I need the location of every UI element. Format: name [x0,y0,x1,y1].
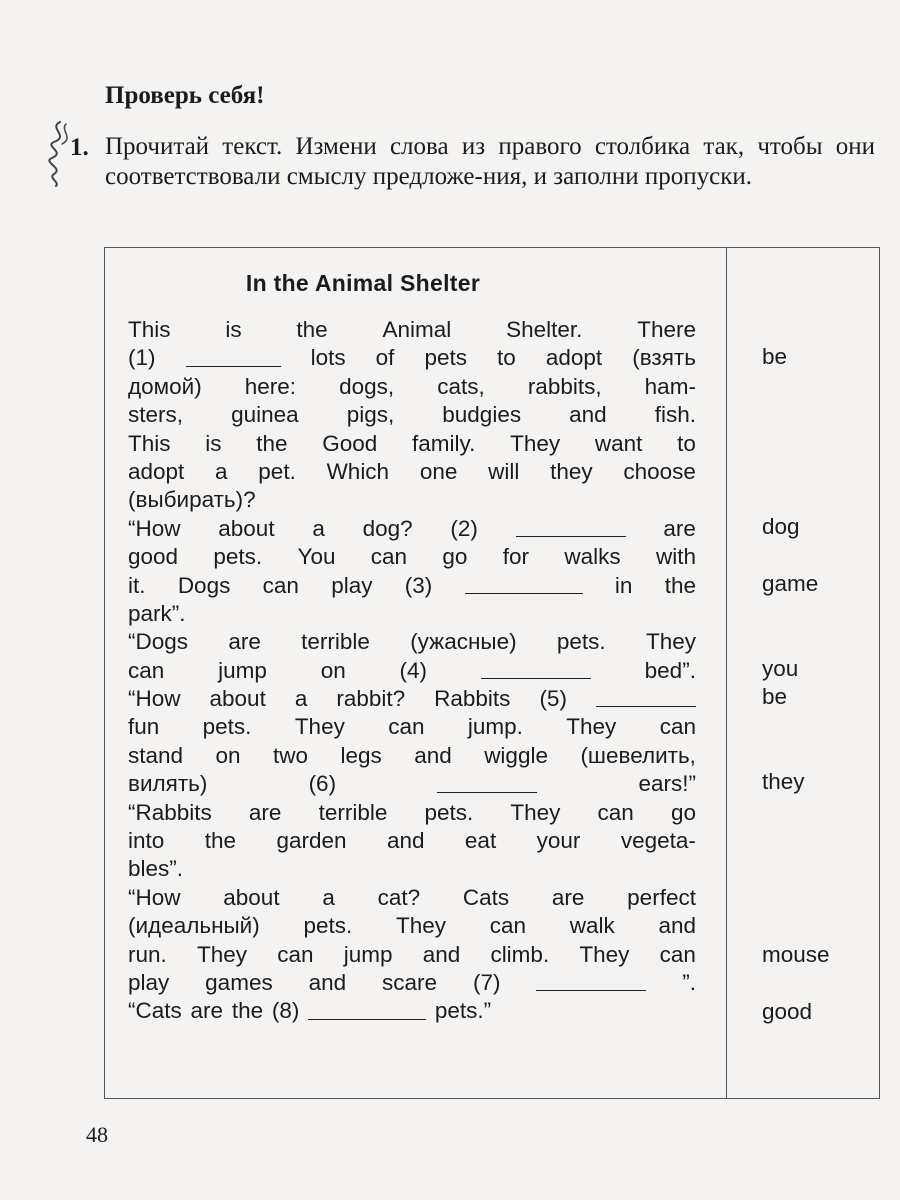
story-word: jump. [467,714,523,740]
answer-blank-2[interactable] [516,515,626,537]
story-line [128,486,696,514]
story-word: “Rabbits [128,799,212,825]
story-word: play [128,969,170,995]
story-word: adopt [128,458,185,484]
story-word: They [579,941,630,967]
story-line [128,401,696,429]
base-word-8: good [762,999,813,1024]
story-word: and [386,828,425,854]
story-word: for [502,544,530,570]
story-word: can [659,714,696,740]
base-word-3: game [762,571,819,596]
story-word: Which [326,458,390,484]
story-word: bles”. [128,856,184,882]
story-line [128,884,696,912]
story-word: good [128,544,179,570]
story-word: They [566,714,617,740]
story-word: They [395,913,446,939]
story-word: want [594,430,643,456]
story-word: pets. [424,799,474,825]
story-word: can [388,714,425,740]
story-word: walk [569,913,615,939]
story-word: cats, [437,373,485,399]
story-word: into [128,828,165,854]
story-word: climb. [490,941,550,967]
story-word: (8) [271,998,300,1024]
story-word: (6) [308,771,337,797]
story-word: it. [128,572,146,598]
answer-blank-6[interactable] [437,770,537,792]
story-word: about [223,884,280,910]
story-word: to [497,345,516,371]
story-word: is [225,317,242,342]
story-word: jump [343,941,393,967]
story-word: a [312,515,325,541]
base-word-4: you [762,656,799,681]
story-word: (3) [404,572,433,598]
story-word: ”. [682,969,696,995]
story-word: go [670,799,696,825]
story-word: is [205,430,222,456]
story-word: are [228,629,261,655]
story-word: play [331,572,373,598]
story-line [128,515,696,543]
story-word: pets. [556,629,606,655]
story-word: choose [623,458,696,484]
story-word: park”. [128,600,186,626]
story-word: and [414,742,452,768]
story-word: sters, [128,402,184,428]
story-word: terrible [318,799,388,825]
story-word: and [569,402,607,428]
story-word: Cats [462,884,510,910]
story-word: rabbit? [336,686,406,712]
story-word: will [488,458,520,484]
base-word-2: dog [762,514,800,539]
story-word: pets.” [434,998,492,1024]
story-line [128,855,696,883]
story-word: (шевелить, [580,742,696,768]
page-number: 48 [86,1122,108,1147]
story-word: dogs, [339,373,395,399]
story-line [128,799,696,827]
story-word: “How [128,515,181,541]
story-word: vegeta- [620,828,696,854]
task-number: 1. [70,134,89,161]
story-word: a [322,884,335,910]
story-word: Animal [382,317,452,342]
story-word: Dogs [177,572,231,598]
story-word: rabbits, [527,373,602,399]
story-word: the [231,998,264,1024]
story-word: “How [128,884,181,910]
story-word: can [262,572,299,598]
story-word: jump [218,657,267,683]
story-line [128,316,696,344]
story-word: ears!” [638,771,696,797]
story-word: (5) [539,686,567,712]
story-line [128,827,696,855]
story-word: pigs, [346,402,395,428]
base-word-6: they [762,769,805,794]
story-word: can [370,544,408,570]
story-word: They [645,629,696,655]
story-word: They [196,941,248,967]
story-line [128,912,696,940]
story-text [128,316,696,1026]
story-word: can [597,799,634,825]
story-word: fun [128,714,160,740]
story-word: can [489,913,526,939]
story-word: (выбирать)? [128,487,256,513]
story-word: There [637,317,696,342]
answer-blank-7[interactable] [536,969,646,991]
story-word: You [297,544,336,570]
story-word: are [190,998,224,1024]
story-word: (идеальный) [128,913,260,939]
story-word: They [294,714,345,740]
task-instructions: Прочитай текст. Измени слова из правого столбика так, чтобы они соответствовали смыслу предложе-ния, и заполни пропуски. [105,133,875,190]
story-word: walks [564,544,621,570]
story-word: the [296,317,328,342]
answer-blank-8[interactable] [308,997,426,1019]
story-word: here: [244,373,297,399]
story-word: cat? [377,884,421,910]
story-word: lots [310,345,346,371]
story-word: scare [382,969,438,995]
story-word: Rabbits [434,686,511,712]
story-word: They [510,799,561,825]
story-word: are [663,515,696,541]
story-word: games [205,969,273,995]
story-word: the [204,828,236,854]
story-word: perfect [627,884,696,910]
story-word: вилять) [128,771,208,797]
story-word: (1) [128,345,156,371]
section-heading: Проверь себя! [105,82,265,109]
story-word: stand [128,742,184,768]
story-word: two [272,742,308,768]
story-word: fish. [654,402,696,428]
story-word: family. [412,430,476,456]
column-divider [726,247,727,1099]
story-word: (4) [399,657,428,683]
story-word: with [655,544,696,570]
story-word: Shelter. [506,317,583,342]
story-word: and [658,913,696,939]
story-word: terrible [301,629,370,655]
story-word: about [209,686,266,712]
story-line [128,543,696,571]
story-word: are [248,799,282,825]
story-word: dog? [362,515,413,541]
story-line [128,373,696,401]
story-word: ham- [644,373,696,399]
story-word: and [422,941,461,967]
answer-blank-4[interactable] [481,657,591,679]
story-line [128,628,696,656]
story-word: eat [464,828,497,854]
base-word-1: be [762,344,788,369]
story-word: legs [340,742,382,768]
story-word: to [677,430,696,456]
story-word: This [128,317,171,342]
story-word: guinea [231,402,299,428]
story-word: “Cats [128,998,182,1024]
story-word: (7) [472,969,501,995]
story-word: in [614,572,633,598]
answer-blank-3[interactable] [465,572,583,594]
story-word: домой) [128,373,202,399]
story-word: are [551,884,585,910]
story-word: This [128,430,171,456]
story-word: can [659,941,696,967]
story-line [128,344,696,372]
story-word: a [294,686,308,712]
story-word: (взять [632,345,696,371]
story-line [128,685,696,713]
story-line [128,430,696,458]
story-word: “Dogs [128,629,189,655]
story-line [128,969,696,997]
story-word: pets. [213,544,263,570]
story-line [128,458,696,486]
story-word: about [218,515,275,541]
story-word: Good [322,430,378,456]
story-line [128,770,696,798]
story-line [128,713,696,741]
story-word: pets. [303,913,353,939]
story-word: garden [276,828,347,854]
story-word: can [277,941,314,967]
story-line [128,742,696,770]
story-word: adopt [545,345,603,371]
answer-blank-1[interactable] [186,344,281,366]
story-line [128,997,498,1025]
answer-blank-5[interactable] [596,685,696,707]
story-word: on [320,657,346,683]
story-word: pet. [258,458,296,484]
base-word-5: be [762,684,788,709]
story-word: and [308,969,347,995]
story-word: (ужасные) [410,629,517,655]
base-word-7: mouse [762,942,830,967]
story-title: In the Animal Shelter [245,270,481,296]
story-word: the [664,572,696,598]
story-word: a [215,458,228,484]
story-line [128,572,696,600]
story-word: of [375,345,395,371]
story-word: can [128,657,165,683]
story-word: the [256,430,288,456]
story-word: they [550,458,593,484]
story-word: go [442,544,468,570]
story-line [128,657,696,685]
story-line [128,600,696,628]
story-word: (2) [450,515,478,541]
story-word: on [215,742,241,768]
story-word: run. [128,941,167,967]
story-word: pets. [202,714,252,740]
story-word: They [510,430,561,456]
story-word: one [419,458,458,484]
story-word: budgies [442,402,522,428]
story-word: bed”. [644,657,696,683]
story-word: “How [128,686,181,712]
story-line [128,941,696,969]
story-word: your [536,828,581,854]
story-word: pets [424,345,467,371]
story-word: wiggle [484,742,548,768]
